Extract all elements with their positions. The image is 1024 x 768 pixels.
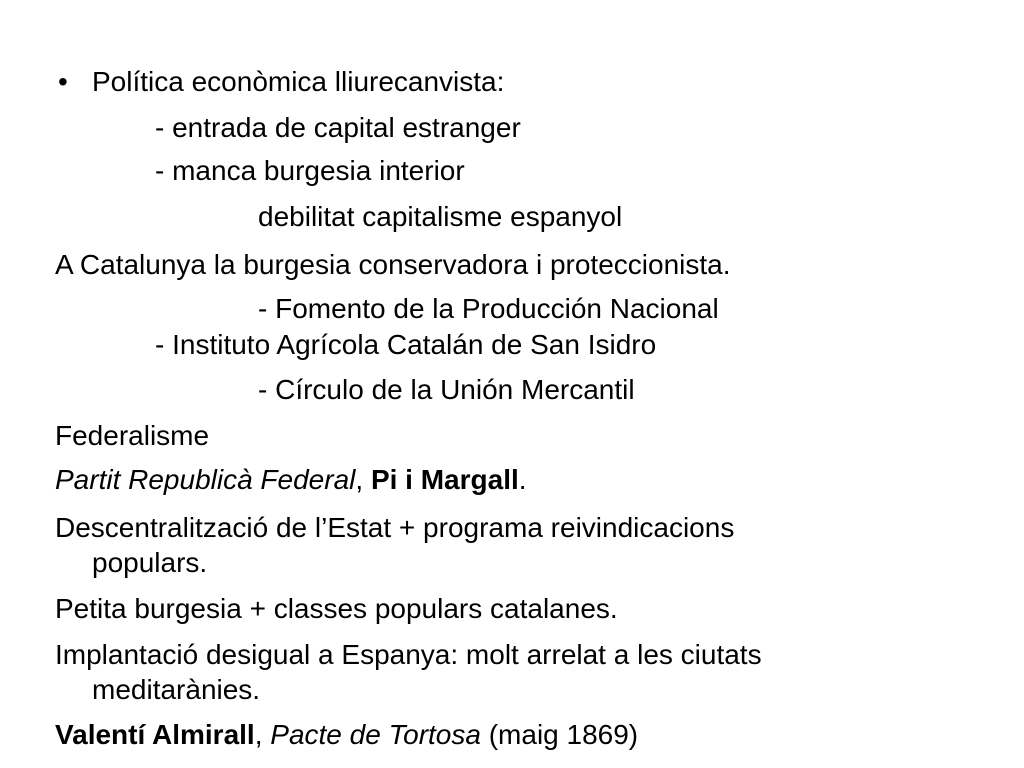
line-circulo-union: - Círculo de la Unión Mercantil — [258, 374, 635, 405]
bullet-icon: • — [58, 66, 68, 97]
party-name: Partit Republicà Federal — [55, 464, 356, 495]
separator-comma: , — [355, 464, 371, 495]
line-entrada-capital: - entrada de capital estranger — [155, 112, 521, 143]
line-descentralitzacio: Descentralització de l’Estat + programa reivindicacions — [55, 512, 735, 543]
separator-comma-2: , — [254, 719, 271, 750]
line-partit-republica — [55, 464, 527, 496]
line-instituto-agricola: - Instituto Agrícola Catalán de San Isidro — [155, 329, 657, 360]
line-a-catalunya: A Catalunya la burgesia conservadora i proteccionista. — [55, 249, 731, 280]
line-populars: populars. — [92, 547, 208, 578]
line-manca-burgesia: - manca burgesia interior — [155, 155, 465, 186]
line-fomento: - Fomento de la Producción Nacional — [258, 293, 719, 324]
line-debilitat-capitalisme: debilitat capitalisme espanyol — [258, 201, 623, 232]
leader-name: Pi i Margall — [370, 464, 519, 495]
pact-date: (maig 1869) — [480, 719, 639, 750]
line-valenti-almirall — [55, 719, 638, 751]
pact-name: Pacte de Tortosa — [270, 719, 481, 750]
end-period: . — [518, 464, 527, 495]
line-petita-burgesia: Petita burgesia + classes populars catalanes. — [55, 593, 618, 624]
line-implantacio: Implantació desigual a Espanya: molt arrelat a les ciutats — [55, 639, 762, 670]
line-federalisme: Federalisme — [55, 420, 210, 451]
person-name: Valentí Almirall — [55, 719, 255, 750]
line-politica-economica: Política econòmica lliurecanvista: — [92, 66, 505, 97]
line-meditarranies: meditarànies. — [92, 674, 261, 705]
